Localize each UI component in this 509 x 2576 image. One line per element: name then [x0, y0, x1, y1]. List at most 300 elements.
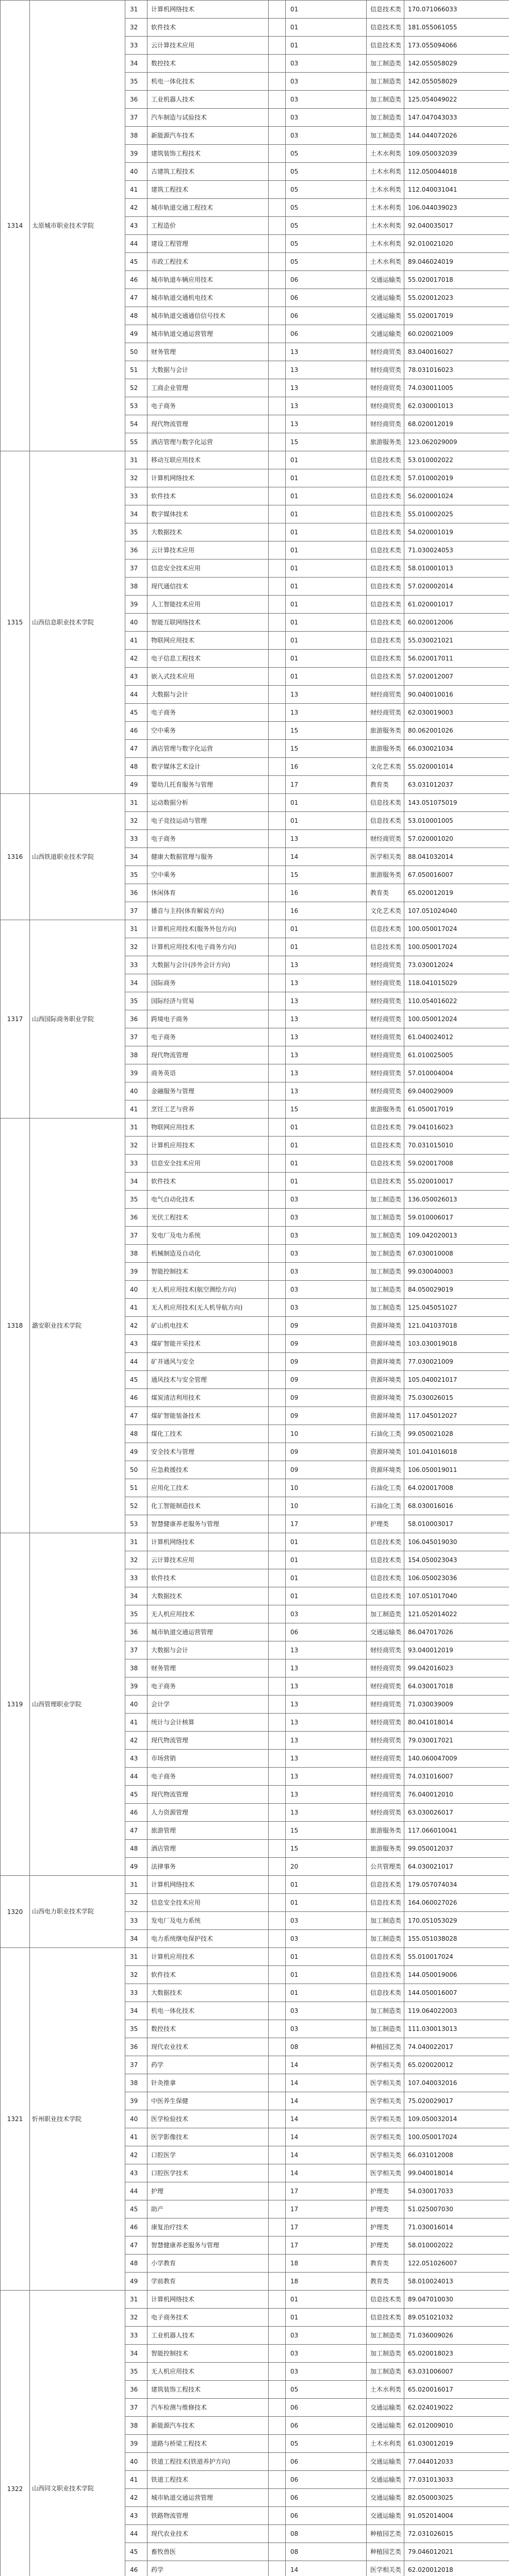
major-number-cell: 41	[125, 2471, 147, 2489]
category-code-cell: 03	[286, 1912, 367, 1930]
score-cell: 62.030001013	[404, 397, 509, 415]
major-name-cell: 数字媒体技术	[147, 505, 269, 523]
blank-cell	[269, 2363, 286, 2381]
major-name-cell: 信息安全技术应用	[147, 1894, 269, 1912]
table-row	[1, 1948, 509, 1966]
major-number-cell: 31	[125, 920, 147, 938]
major-name-cell: 护理	[147, 2182, 269, 2200]
category-name-cell: 交通运输类	[367, 271, 404, 289]
score-cell: 57.020012007	[404, 668, 509, 686]
category-name-cell: 财经商贸类	[367, 1677, 404, 1696]
blank-cell	[269, 974, 286, 992]
major-number-cell: 33	[125, 1569, 147, 1587]
category-name-cell: 资源环境类	[367, 1317, 404, 1335]
category-code-cell: 05	[286, 181, 367, 199]
blank-cell	[269, 992, 286, 1010]
blank-cell	[269, 2345, 286, 2363]
category-name-cell: 信息技术类	[367, 1137, 404, 1155]
category-code-cell: 13	[286, 1064, 367, 1082]
major-number-cell: 54	[125, 415, 147, 433]
score-cell: 179.057074034	[404, 1876, 509, 1894]
blank-cell	[269, 1786, 286, 1804]
score-cell: 55.020001014	[404, 758, 509, 776]
score-cell: 61.020001017	[404, 596, 509, 614]
category-name-cell: 种植园艺类	[367, 2525, 404, 2543]
score-cell: 75.030026015	[404, 1389, 509, 1407]
major-number-cell: 42	[125, 199, 147, 217]
major-number-cell: 36	[125, 1209, 147, 1227]
category-code-cell: 05	[286, 253, 367, 271]
major-number-cell: 43	[125, 668, 147, 686]
major-name-cell: 智慧健康养老服务与管理	[147, 1515, 269, 1533]
major-number-cell: 42	[125, 1317, 147, 1335]
major-number-cell: 48	[125, 758, 147, 776]
category-code-cell: 01	[286, 650, 367, 668]
major-name-cell: 软件技术	[147, 1569, 269, 1587]
major-name-cell: 信息安全技术应用	[147, 560, 269, 578]
category-name-cell: 交通运输类	[367, 2507, 404, 2525]
blank-cell	[269, 1461, 286, 1479]
major-number-cell: 53	[125, 397, 147, 415]
blank-cell	[269, 2417, 286, 2435]
major-number-cell: 35	[125, 2020, 147, 2038]
blank-cell	[269, 578, 286, 596]
blank-cell	[269, 1677, 286, 1696]
major-name-cell: 化工智能制造技术	[147, 1497, 269, 1515]
score-cell: 89.046024019	[404, 253, 509, 271]
category-code-cell: 13	[286, 1804, 367, 1822]
category-name-cell: 医学相关类	[367, 2561, 404, 2576]
category-code-cell: 13	[286, 686, 367, 704]
category-name-cell: 石油化工类	[367, 1497, 404, 1515]
blank-cell	[269, 1443, 286, 1461]
score-cell: 57.020002014	[404, 578, 509, 596]
category-code-cell: 09	[286, 1443, 367, 1461]
score-cell: 77.044012033	[404, 2453, 509, 2471]
blank-cell	[269, 1768, 286, 1786]
major-name-cell: 云计算技术应用	[147, 541, 269, 560]
score-cell: 70.031015010	[404, 1137, 509, 1155]
category-code-cell: 01	[286, 505, 367, 523]
category-code-cell: 15	[286, 866, 367, 884]
category-name-cell: 信息技术类	[367, 560, 404, 578]
blank-cell	[269, 1353, 286, 1371]
score-cell: 103.030019018	[404, 1335, 509, 1353]
blank-cell	[269, 830, 286, 848]
major-number-cell: 37	[125, 1028, 147, 1046]
category-code-cell: 03	[286, 2345, 367, 2363]
major-number-cell: 31	[125, 1948, 147, 1966]
blank-cell	[269, 2146, 286, 2164]
score-cell: 51.025007030	[404, 2200, 509, 2218]
major-number-cell: 32	[125, 1966, 147, 1984]
score-cell: 63.031012037	[404, 776, 509, 794]
blank-cell	[269, 433, 286, 451]
score-cell: 77.030021009	[404, 1353, 509, 1371]
category-code-cell: 01	[286, 596, 367, 614]
category-code-cell: 17	[286, 2182, 367, 2200]
category-name-cell: 财经商贸类	[367, 1046, 404, 1064]
major-name-cell: 云计算技术应用	[147, 1551, 269, 1569]
category-code-cell: 13	[286, 1677, 367, 1696]
blank-cell	[269, 1371, 286, 1389]
category-name-cell: 信息技术类	[367, 1876, 404, 1894]
major-name-cell: 播音与主持(体育解说方向)	[147, 902, 269, 920]
category-code-cell: 13	[286, 1696, 367, 1714]
major-number-cell: 41	[125, 1100, 147, 1118]
category-name-cell: 护理类	[367, 2182, 404, 2200]
category-name-cell: 财经商贸类	[367, 1064, 404, 1082]
score-cell: 63.031006007	[404, 2363, 509, 2381]
category-name-cell: 旅游服务类	[367, 433, 404, 451]
major-name-cell: 煤矿智能开采技术	[147, 1335, 269, 1353]
table-row	[1, 1, 509, 19]
category-code-cell: 06	[286, 2453, 367, 2471]
blank-cell	[269, 2038, 286, 2056]
category-code-cell: 05	[286, 199, 367, 217]
category-code-cell: 13	[286, 1010, 367, 1028]
score-cell: 64.020017008	[404, 1479, 509, 1497]
blank-cell	[269, 1, 286, 19]
major-number-cell: 40	[125, 2110, 147, 2128]
major-name-cell: 畜牧兽医	[147, 2543, 269, 2561]
category-code-cell: 01	[286, 1984, 367, 2002]
score-cell: 55.030021021	[404, 632, 509, 650]
score-cell: 118.041015029	[404, 974, 509, 992]
major-number-cell: 32	[125, 1894, 147, 1912]
category-code-cell: 15	[286, 1822, 367, 1840]
score-cell: 101.041016018	[404, 1443, 509, 1461]
blank-cell	[269, 289, 286, 307]
category-name-cell: 信息技术类	[367, 19, 404, 37]
category-name-cell: 种植园艺类	[367, 2543, 404, 2561]
score-cell: 144.050016007	[404, 1984, 509, 2002]
score-cell: 62.020012018	[404, 2561, 509, 2576]
category-name-cell: 信息技术类	[367, 596, 404, 614]
category-code-cell: 01	[286, 1948, 367, 1966]
category-name-cell: 土木水利类	[367, 217, 404, 235]
category-code-cell: 03	[286, 1299, 367, 1317]
score-cell: 61.050017019	[404, 1100, 509, 1118]
school-code-cell: 1318	[1, 1118, 30, 1533]
score-cell: 54.020001019	[404, 523, 509, 541]
major-name-cell: 大数据与会计	[147, 361, 269, 379]
category-code-cell: 01	[286, 668, 367, 686]
score-cell: 92.010021020	[404, 235, 509, 253]
blank-cell	[269, 2074, 286, 2092]
category-name-cell: 信息技术类	[367, 1173, 404, 1191]
category-name-cell: 信息技术类	[367, 938, 404, 956]
blank-cell	[269, 1425, 286, 1443]
score-cell: 56.020001024	[404, 487, 509, 505]
blank-cell	[269, 1335, 286, 1353]
major-number-cell: 55	[125, 433, 147, 451]
category-name-cell: 财经商贸类	[367, 1010, 404, 1028]
school-code-cell: 1315	[1, 451, 30, 794]
category-code-cell: 01	[286, 487, 367, 505]
major-number-cell: 41	[125, 2128, 147, 2146]
blank-cell	[269, 776, 286, 794]
category-code-cell: 13	[286, 1641, 367, 1659]
category-name-cell: 交通运输类	[367, 2471, 404, 2489]
blank-cell	[269, 2489, 286, 2507]
blank-cell	[269, 902, 286, 920]
major-number-cell: 44	[125, 2182, 147, 2200]
score-cell: 55.010002025	[404, 505, 509, 523]
category-name-cell: 财经商贸类	[367, 992, 404, 1010]
major-name-cell: 建筑装饰工程技术	[147, 145, 269, 163]
major-name-cell: 无人机应用技术(无人机导航方向)	[147, 1299, 269, 1317]
score-cell: 109.050032014	[404, 2110, 509, 2128]
major-number-cell: 32	[125, 812, 147, 830]
score-cell: 112.040031041	[404, 181, 509, 199]
score-cell: 61.030012019	[404, 2435, 509, 2453]
category-name-cell: 资源环境类	[367, 1407, 404, 1425]
table-row	[1, 1876, 509, 1894]
blank-cell	[269, 758, 286, 776]
major-name-cell: 机械制造及自动化	[147, 1245, 269, 1263]
category-code-cell: 18	[286, 2273, 367, 2291]
score-cell: 142.055058029	[404, 73, 509, 91]
major-name-cell: 电子商务	[147, 1028, 269, 1046]
major-number-cell: 46	[125, 722, 147, 740]
major-number-cell: 39	[125, 1064, 147, 1082]
category-name-cell: 加工制造类	[367, 2363, 404, 2381]
major-name-cell: 康复治疗技术	[147, 2218, 269, 2236]
major-number-cell: 31	[125, 1118, 147, 1137]
major-number-cell: 39	[125, 145, 147, 163]
score-cell: 78.031016023	[404, 361, 509, 379]
major-name-cell: 智能控制技术	[147, 2345, 269, 2363]
blank-cell	[269, 1569, 286, 1587]
blank-cell	[269, 2128, 286, 2146]
school-name-cell: 山西电力职业技术学院	[30, 1876, 125, 1948]
major-number-cell: 52	[125, 379, 147, 397]
major-number-cell: 47	[125, 289, 147, 307]
category-name-cell: 财经商贸类	[367, 1082, 404, 1100]
score-cell: 155.051038028	[404, 1930, 509, 1948]
score-cell: 62.012009010	[404, 2417, 509, 2435]
category-name-cell: 财经商贸类	[367, 1696, 404, 1714]
table-body	[1, 1, 509, 2576]
category-name-cell: 交通运输类	[367, 2399, 404, 2417]
major-number-cell: 43	[125, 1335, 147, 1353]
major-name-cell: 健康大数据管理与服务	[147, 848, 269, 866]
major-name-cell: 机电一体化技术	[147, 73, 269, 91]
major-number-cell: 39	[125, 2435, 147, 2453]
score-cell: 55.020017019	[404, 307, 509, 325]
blank-cell	[269, 1984, 286, 2002]
major-name-cell: 信息安全技术应用	[147, 1155, 269, 1173]
category-name-cell: 石油化工类	[367, 1479, 404, 1497]
major-number-cell: 37	[125, 902, 147, 920]
category-code-cell: 01	[286, 2309, 367, 2327]
major-number-cell: 44	[125, 686, 147, 704]
score-cell: 61.040024012	[404, 1028, 509, 1046]
major-number-cell: 50	[125, 343, 147, 361]
blank-cell	[269, 1858, 286, 1876]
category-code-cell: 01	[286, 1966, 367, 1984]
blank-cell	[269, 2056, 286, 2074]
score-cell: 62.024019022	[404, 2399, 509, 2417]
category-code-cell: 09	[286, 1335, 367, 1353]
category-name-cell: 信息技术类	[367, 920, 404, 938]
blank-cell	[269, 343, 286, 361]
major-name-cell: 市场营销	[147, 1750, 269, 1768]
category-name-cell: 加工制造类	[367, 73, 404, 91]
blank-cell	[269, 361, 286, 379]
major-name-cell: 铁道工程技术(铁道养护方向)	[147, 2453, 269, 2471]
blank-cell	[269, 253, 286, 271]
category-name-cell: 信息技术类	[367, 1894, 404, 1912]
category-name-cell: 旅游服务类	[367, 866, 404, 884]
major-number-cell: 35	[125, 73, 147, 91]
blank-cell	[269, 91, 286, 109]
category-name-cell: 土木水利类	[367, 163, 404, 181]
blank-cell	[269, 1641, 286, 1659]
category-name-cell: 旅游服务类	[367, 1822, 404, 1840]
major-number-cell: 34	[125, 55, 147, 73]
category-name-cell: 旅游服务类	[367, 1840, 404, 1858]
major-number-cell: 31	[125, 794, 147, 812]
score-cell: 119.064022003	[404, 2002, 509, 2020]
score-cell: 71.036009026	[404, 2327, 509, 2345]
category-code-cell: 03	[286, 1227, 367, 1245]
major-number-cell: 40	[125, 1082, 147, 1100]
major-name-cell: 现代物流管理	[147, 1786, 269, 1804]
major-name-cell: 软件技术	[147, 1966, 269, 1984]
major-name-cell: 国际经济与贸易	[147, 992, 269, 1010]
score-cell: 60.020012006	[404, 614, 509, 632]
major-name-cell: 财务管理	[147, 343, 269, 361]
major-name-cell: 现代通信技术	[147, 578, 269, 596]
major-number-cell: 49	[125, 1443, 147, 1461]
category-code-cell: 13	[286, 1750, 367, 1768]
blank-cell	[269, 1118, 286, 1137]
major-name-cell: 城市轨道交通运营管理	[147, 325, 269, 343]
category-code-cell: 13	[286, 992, 367, 1010]
category-name-cell: 交通运输类	[367, 325, 404, 343]
school-code-cell: 1316	[1, 794, 30, 920]
category-code-cell: 01	[286, 1876, 367, 1894]
blank-cell	[269, 73, 286, 91]
category-name-cell: 信息技术类	[367, 487, 404, 505]
major-name-cell: 现代农业技术	[147, 2525, 269, 2543]
category-code-cell: 13	[286, 1659, 367, 1677]
major-name-cell: 统计与会计核算	[147, 1714, 269, 1732]
major-number-cell: 32	[125, 19, 147, 37]
category-code-cell: 03	[286, 1209, 367, 1227]
category-name-cell: 信息技术类	[367, 614, 404, 632]
category-name-cell: 信息技术类	[367, 1569, 404, 1587]
category-name-cell: 信息技术类	[367, 451, 404, 469]
major-number-cell: 38	[125, 578, 147, 596]
major-number-cell: 40	[125, 163, 147, 181]
major-name-cell: 无人机应用技术	[147, 1605, 269, 1623]
major-name-cell: 数控技术	[147, 2020, 269, 2038]
major-name-cell: 酒店管理与数字化运营	[147, 433, 269, 451]
category-name-cell: 信息技术类	[367, 1118, 404, 1137]
category-name-cell: 交通运输类	[367, 307, 404, 325]
major-name-cell: 应用化工技术	[147, 1479, 269, 1497]
category-name-cell: 交通运输类	[367, 2417, 404, 2435]
category-name-cell: 加工制造类	[367, 55, 404, 73]
score-cell: 57.010002019	[404, 469, 509, 487]
category-code-cell: 01	[286, 794, 367, 812]
major-number-cell: 38	[125, 1046, 147, 1064]
score-cell: 58.010003017	[404, 1515, 509, 1533]
major-name-cell: 建筑装饰工程技术	[147, 2381, 269, 2399]
category-code-cell: 03	[286, 91, 367, 109]
major-name-cell: 电子商务	[147, 397, 269, 415]
category-name-cell: 财经商贸类	[367, 1750, 404, 1768]
major-number-cell: 38	[125, 2417, 147, 2435]
category-name-cell: 信息技术类	[367, 523, 404, 541]
category-code-cell: 03	[286, 2363, 367, 2381]
category-name-cell: 土木水利类	[367, 199, 404, 217]
score-cell: 144.050019006	[404, 1966, 509, 1984]
score-cell: 75.020029017	[404, 2092, 509, 2110]
major-number-cell: 43	[125, 2164, 147, 2182]
blank-cell	[269, 596, 286, 614]
category-code-cell: 17	[286, 2236, 367, 2255]
major-number-cell: 33	[125, 1155, 147, 1173]
major-name-cell: 发电厂及电力系统	[147, 1912, 269, 1930]
major-number-cell: 51	[125, 1479, 147, 1497]
score-cell: 66.030021034	[404, 740, 509, 758]
category-code-cell: 01	[286, 812, 367, 830]
category-name-cell: 信息技术类	[367, 650, 404, 668]
score-cell: 74.040022017	[404, 2038, 509, 2056]
major-name-cell: 口腔医学技术	[147, 2164, 269, 2182]
major-number-cell: 33	[125, 2327, 147, 2345]
blank-cell	[269, 794, 286, 812]
major-name-cell: 电子商务	[147, 1768, 269, 1786]
major-number-cell: 37	[125, 1641, 147, 1659]
category-code-cell: 05	[286, 2435, 367, 2453]
table-row	[1, 920, 509, 938]
major-name-cell: 软件技术	[147, 19, 269, 37]
major-number-cell: 52	[125, 1497, 147, 1515]
category-code-cell: 17	[286, 2200, 367, 2218]
major-number-cell: 36	[125, 884, 147, 902]
major-number-cell: 32	[125, 469, 147, 487]
major-name-cell: 新能源汽车技术	[147, 2417, 269, 2435]
blank-cell	[269, 307, 286, 325]
major-number-cell: 47	[125, 2236, 147, 2255]
category-name-cell: 旅游服务类	[367, 722, 404, 740]
school-name-cell: 潞安职业技术学院	[30, 1118, 125, 1533]
category-name-cell: 财经商贸类	[367, 830, 404, 848]
category-code-cell: 01	[286, 1137, 367, 1155]
blank-cell	[269, 271, 286, 289]
major-name-cell: 安全技术与管理	[147, 1443, 269, 1461]
score-cell: 100.050017024	[404, 920, 509, 938]
major-name-cell: 机电一体化技术	[147, 2002, 269, 2020]
category-name-cell: 加工制造类	[367, 1912, 404, 1930]
major-number-cell: 48	[125, 1840, 147, 1858]
major-number-cell: 41	[125, 1714, 147, 1732]
category-code-cell: 13	[286, 1786, 367, 1804]
major-name-cell: 智慧健康养老服务与管理	[147, 2236, 269, 2255]
category-code-cell: 01	[286, 37, 367, 55]
category-code-cell: 06	[286, 271, 367, 289]
score-cell: 71.030024053	[404, 541, 509, 560]
blank-cell	[269, 127, 286, 145]
score-cell: 110.054016022	[404, 992, 509, 1010]
score-cell: 142.055058029	[404, 55, 509, 73]
blank-cell	[269, 2309, 286, 2327]
